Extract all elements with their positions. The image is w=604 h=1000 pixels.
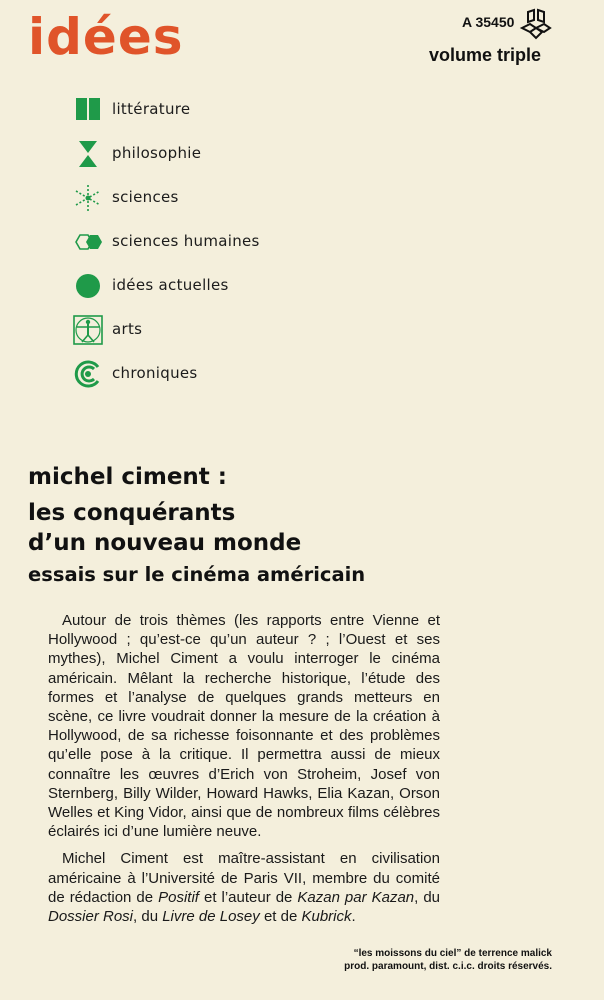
publisher-logo-icon [518,8,554,42]
credit-line-2: prod. paramount, dist. c.i.c. droits réservés. [344,961,552,972]
volume-label: volume triple [429,45,542,65]
image-credit [330,947,552,973]
text-span: Michel Ciment est maître-assistant en civilisation américaine à l’Université de Paris VII, membre du comité de rédaction de [48,850,440,906]
text-span: , du [414,888,441,906]
journal-title: Positif [158,888,199,906]
catalog-code: A 35450 [462,14,515,30]
series-brand-title: idées [28,8,184,66]
series-label: sciences [112,188,179,206]
text-span: et de [259,908,302,926]
series-label: philosophie [112,144,202,162]
text-span: , du [133,908,163,926]
atom-icon [72,183,104,213]
book-reference: Kubrick [301,908,352,926]
book-icon [72,95,104,125]
text-span: . [351,908,356,926]
description-paragraph-1: Autour de trois thèmes (les rapports entre Vienne et Hollywood ; qu’est-ce qu’un auteur ? ; l’Ouest et ses mythes), Michel Ciment a voulu interroger le cinéma américain. Mêlant la recherche historique, l’étude des formes et l’analyse de quelques grands metteurs en scène, ce livre voudrait donner la mesure de la création à Hollywood, de sa richesse foisonnante et des problèmes qu’elle pose à la critique. Il permettra aussi de mieux connaître les œuvres d’Erich von Stroheim, Josef von Sternberg, Billy Wilder, Howard Hawks, Elia Kazan, Orson Welles et King Vidor, ainsi que de nombreux films célèbres éclairés ici d’une lumière neuve. [48,612,440,841]
book-author: michel ciment : [28,464,228,490]
series-label: chroniques [112,364,198,382]
description-paragraph-2 [48,849,440,926]
series-label: sciences humaines [112,232,260,250]
vitruvian-man-icon [72,315,104,345]
series-label: littérature [112,100,191,118]
book-title-line-1: les conquérants [28,500,236,526]
circle-icon [72,271,104,301]
book-description [48,611,440,926]
series-label: idées actuelles [112,276,229,294]
credit-line-1: “les moissons du ciel” de terrence malick [353,948,552,959]
hourglass-icon [72,139,104,169]
book-title-line-2: d’un nouveau monde [28,530,302,556]
book-reference: Dossier Rosi [48,908,134,926]
hexagons-icon [72,227,104,257]
text-span: et l’auteur de [198,888,298,906]
book-reference: Livre de Losey [162,908,260,926]
series-label: arts [112,320,143,338]
book-reference: Kazan par Kazan [297,888,415,906]
spiral-icon [72,359,104,389]
book-subtitle: essais sur le cinéma américain [28,563,366,586]
